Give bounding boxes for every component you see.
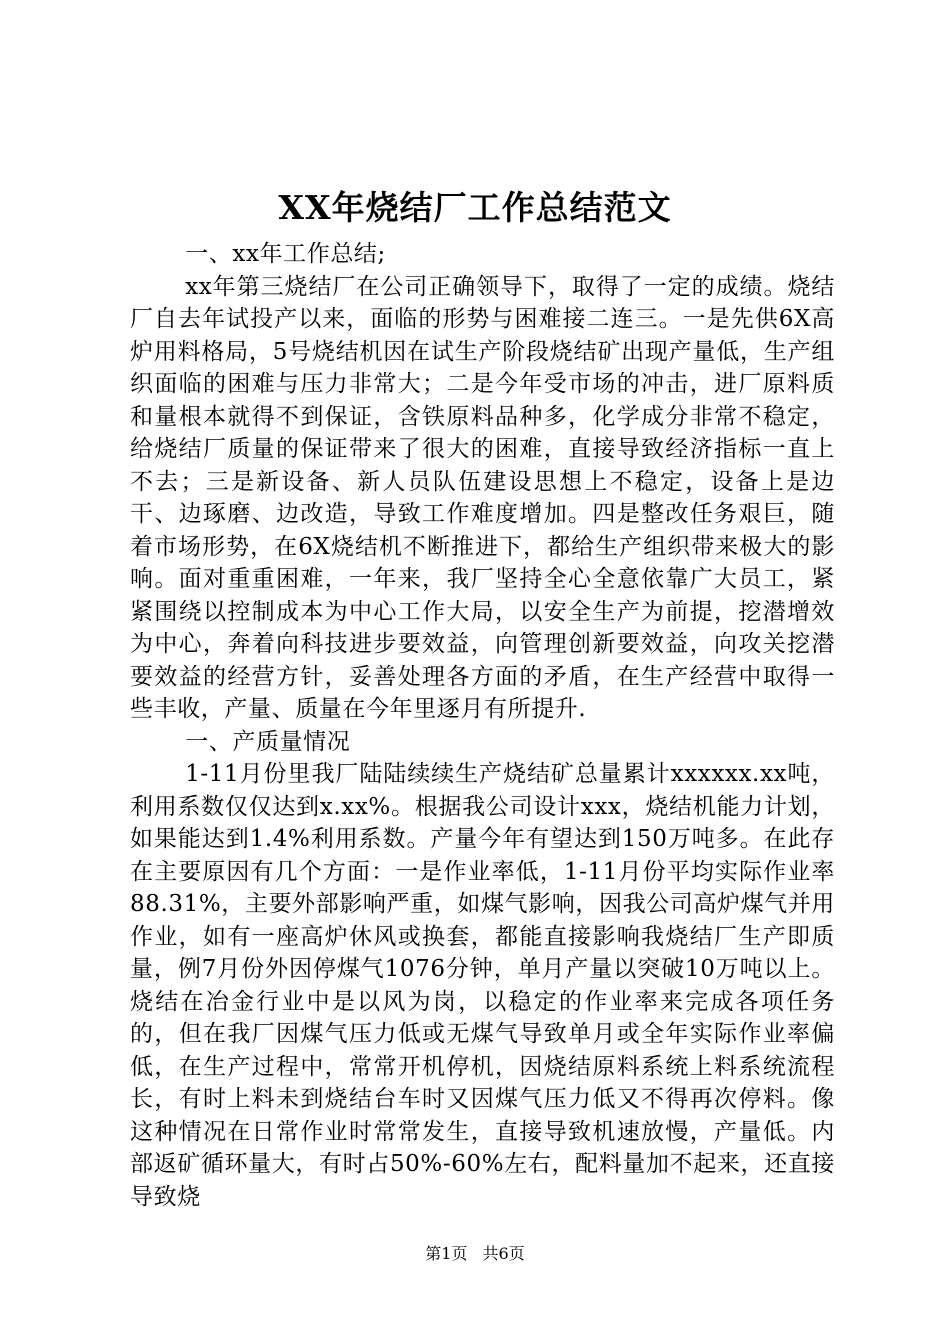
document-title: XX年烧结厂工作总结范文 — [278, 188, 672, 227]
body-paragraph: xx年第三烧结厂在公司正确领导下，取得了一定的成绩。烧结厂自去年试投产以来，面临的形势与困难接二连三。一是先供6X高炉用料格局，5号烧结机因在试生产阶段烧结矿出现产量低，生产组织面临的困难与压力非常大；二是今年受市场的冲击，进厂原料质和量根本就得不到保证，含铁原料品种多，化学成分非常不稳定，给烧结厂质量的保证带来了很大的困难，直接导致经济指标一直上不去；三是新设备、新人员队伍建设思想上不稳定，设备上是边干、边琢磨、边改造，导致工作难度增加。四是整改任务艰巨，随着市场形势，在6X烧结机不断推进下，都给生产组织带来极大的影响。面对重重困难，一年来，我厂坚持全心全意依靠广大员工，紧紧围绕以控制成本为中心工作大局，以安全生产为前提，挖潜增效为中心，奔着向科技进步要效益，向管理创新要效益，向攻关挖潜要效益的经营方针，妥善处理各方面的矛盾，在生产经营中取得一些丰收，产量、质量在今年里逐月有所提升. — [130, 273, 835, 722]
document-body — [130, 238, 835, 1213]
page-number: 第1页 — [425, 1244, 468, 1263]
page-total: 共6页 — [482, 1244, 525, 1263]
section-heading-summary: 一、xx年工作总结; — [185, 241, 386, 267]
body-paragraph: 1-11月份里我厂陆陆续续生产烧结矿总量累计xxxxxx.xx吨，利用系数仅仅达到x.xx%。根据我公司设计xxx，烧结机能力计划，如果能达到1.4%利用系数。产量今年有望达到150万吨多。在此存在主要原因有几个方面：一是作业率低，1-11月份平均实际作业率88.31%，主要外部影响严重，如煤气影响，因我公司高炉煤气并用作业，如有一座高炉休风或换套，都能直接影响我烧结厂生产即质量，例7月份外因停煤气1076分钟，单月产量以突破10万吨以上。烧结在冶金行业中是以风为岗，以稳定的作业率来完成各项任务的，但在我厂因煤气压力低或无煤气导致单月或全年实际作业率偏低，在生产过程中，常常开机停机，因烧结原料系统上料系统流程长，有时上料未到烧结台车时又因煤气压力低又不得再次停料。像这种情况在日常作业时常常发生，直接导致机速放慢，产量低。内部返矿循环量大，有时占50%-60%左右，配料量加不起来，还直接导致烧 — [130, 761, 835, 1210]
page-footer — [0, 1242, 950, 1266]
section-heading-production: 一、产质量情况 — [185, 728, 351, 755]
